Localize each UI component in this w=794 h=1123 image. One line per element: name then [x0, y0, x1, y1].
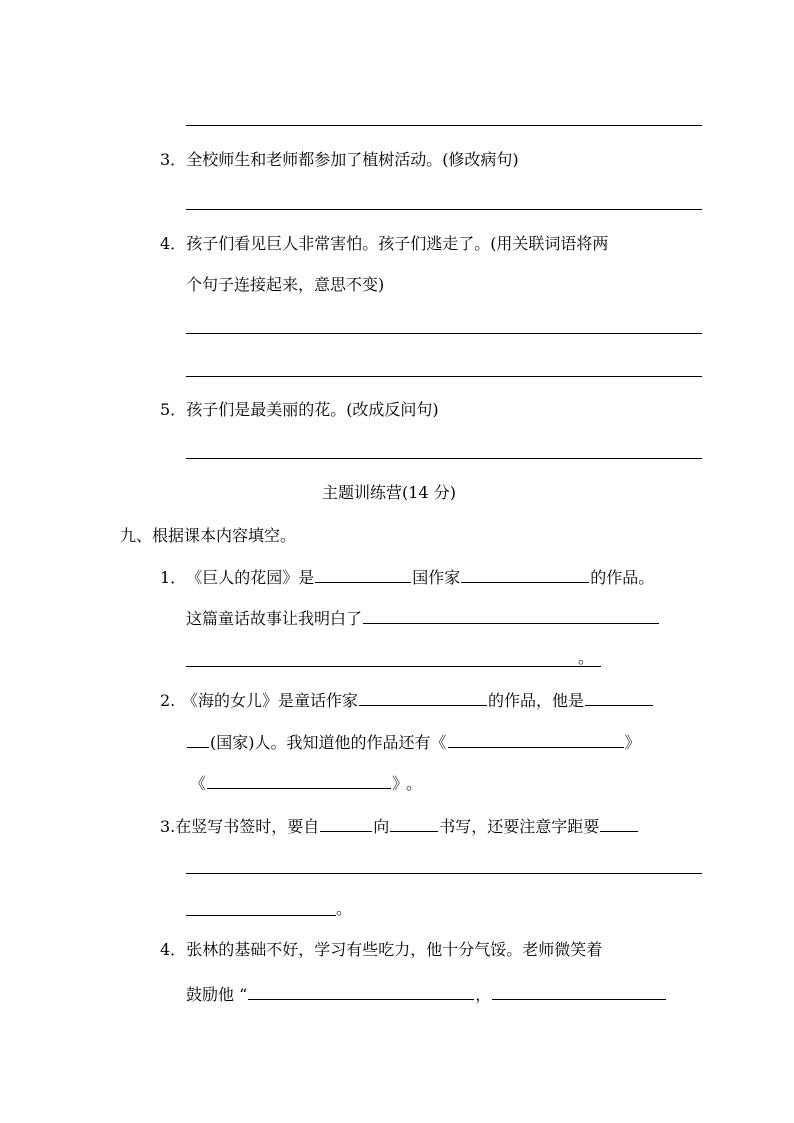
blank-author[interactable]	[359, 689, 487, 706]
question-number: 2.	[160, 691, 176, 710]
text: 的作品，他是	[488, 691, 585, 710]
answer-line[interactable]	[186, 915, 336, 916]
comma: ，	[475, 985, 492, 1004]
text: 这篇童话故事让我明白了	[186, 609, 363, 628]
question-number: 1．	[160, 568, 187, 587]
question-5	[160, 400, 439, 420]
answer-line[interactable]	[186, 458, 702, 459]
answer-line[interactable]	[186, 376, 702, 377]
blank-country[interactable]	[315, 566, 411, 583]
blank-quote-2[interactable]	[492, 983, 666, 1000]
blank-work-2[interactable]	[207, 772, 391, 789]
question-number: 4．	[160, 940, 187, 959]
answer-line[interactable]	[186, 125, 702, 126]
question-3	[160, 150, 519, 170]
question-text: 孩子们是最美丽的花。(改成反问句)	[186, 400, 439, 419]
question-text-line1: 张林的基础不好，学习有些吃力，他十分气馁。老师微笑着	[186, 940, 603, 959]
fill-question-2-line3	[190, 772, 422, 794]
text: 鼓励他 “	[186, 985, 248, 1004]
blank-lesson[interactable]	[363, 607, 659, 624]
blank-work-1[interactable]	[448, 731, 624, 748]
text: 》	[392, 774, 401, 793]
fill-question-4	[160, 940, 602, 960]
answer-line[interactable]	[186, 666, 601, 667]
text: 书写，还要注意字距要	[439, 817, 600, 836]
period: 。	[336, 899, 353, 918]
blank-nationality[interactable]	[585, 689, 653, 706]
text: 国作家	[412, 568, 461, 587]
text: 向	[373, 817, 390, 836]
question-text-line1: 孩子们看见巨人非常害怕。孩子们逃走了。(用关联词语将两	[186, 234, 609, 253]
blank-country[interactable]	[187, 731, 209, 748]
answer-line[interactable]	[186, 209, 702, 210]
text: 在竖写书签时，要自	[175, 817, 320, 836]
blank-direction-from[interactable]	[320, 815, 372, 832]
blank-quote-1[interactable]	[248, 983, 474, 1000]
blank-author[interactable]	[461, 566, 589, 583]
blank-spacing[interactable]	[600, 815, 638, 832]
answer-line[interactable]	[186, 873, 702, 874]
fill-question-3	[160, 815, 639, 837]
question-number: 3.	[160, 817, 176, 836]
fill-question-2	[160, 689, 654, 711]
text: 《	[190, 774, 207, 793]
text: 《海的女儿》是童话作家	[182, 691, 359, 710]
text: 》	[624, 733, 641, 752]
fill-question-2-line2	[186, 731, 641, 753]
question-4	[160, 234, 608, 254]
fill-question-4-line2	[186, 983, 667, 1005]
question-number: 4．	[160, 234, 187, 253]
question-text: 全校师生和老师都参加了植树活动。(修改病句)	[186, 150, 519, 169]
period: 。	[578, 648, 595, 667]
question-number: 3．	[160, 150, 187, 169]
answer-line[interactable]	[186, 333, 702, 334]
period: 。	[406, 774, 423, 793]
text: 《巨人的花园》是	[186, 568, 315, 587]
section-heading: 九、根据课本内容填空。	[120, 526, 297, 545]
section-title: 主题训练营(14 分)	[322, 483, 456, 502]
fill-question-1	[160, 566, 654, 588]
blank-direction-to[interactable]	[390, 815, 438, 832]
question-4-line2: 个句子连接起来，意思不变)	[186, 275, 385, 294]
text: (国家)人。我知道他的作品还有《	[210, 733, 447, 752]
fill-question-1-line2	[186, 607, 660, 629]
question-number: 5．	[160, 400, 187, 419]
text: 的作品。	[590, 568, 655, 587]
